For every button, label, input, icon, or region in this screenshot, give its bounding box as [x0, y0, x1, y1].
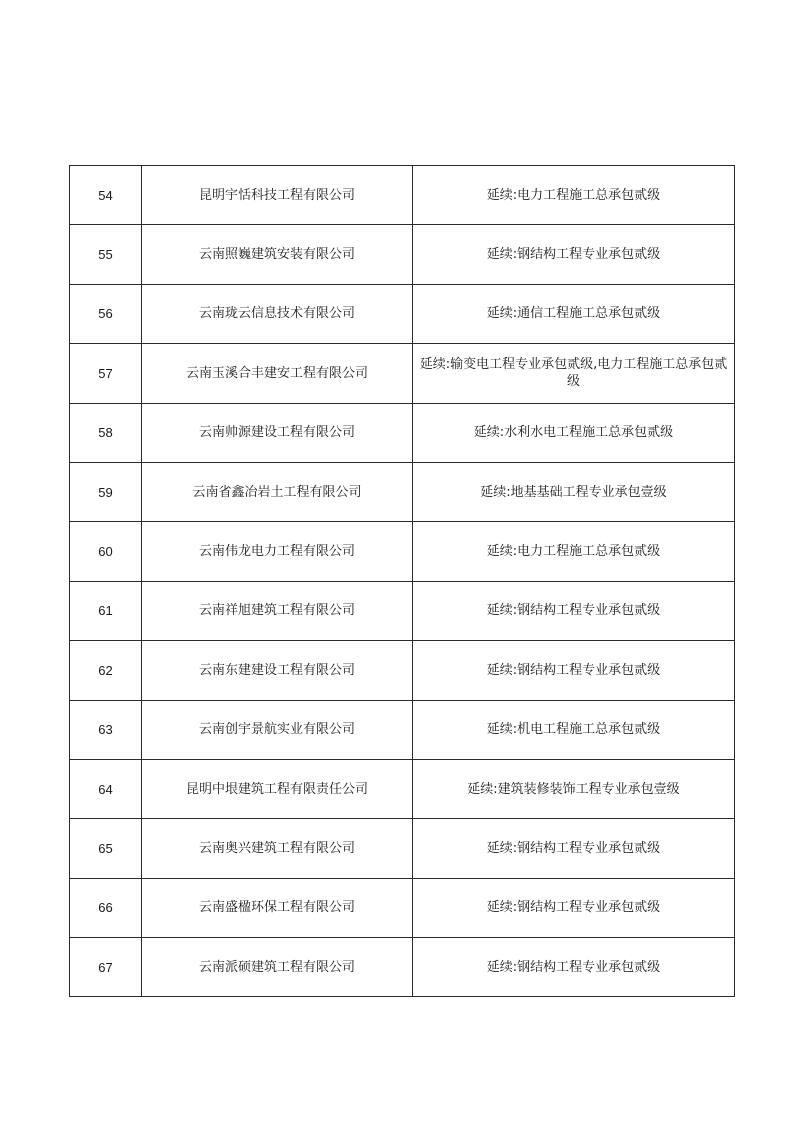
- table-row: [70, 700, 735, 759]
- company-name: 昆明宇恬科技工程有限公司: [142, 166, 413, 225]
- table-row: [70, 938, 735, 997]
- qualification-item: 延续:水利水电工程施工总承包贰级: [413, 403, 735, 462]
- table-row: [70, 641, 735, 700]
- row-number: 61: [70, 581, 142, 640]
- table-row: [70, 284, 735, 343]
- company-name: 昆明中垠建筑工程有限责任公司: [142, 759, 413, 818]
- row-number: 57: [70, 344, 142, 403]
- row-number: 63: [70, 700, 142, 759]
- company-name: 云南珑云信息技术有限公司: [142, 284, 413, 343]
- row-number: 65: [70, 819, 142, 878]
- row-number: 56: [70, 284, 142, 343]
- qualification-item: 延续:建筑装修装饰工程专业承包壹级: [413, 759, 735, 818]
- table-row: [70, 344, 735, 403]
- qualification-item: 延续:钢结构工程专业承包贰级: [413, 225, 735, 284]
- qualification-item: 延续:钢结构工程专业承包贰级: [413, 819, 735, 878]
- row-number: 54: [70, 166, 142, 225]
- table-row: [70, 759, 735, 818]
- table-body: [70, 166, 735, 997]
- row-number: 66: [70, 878, 142, 937]
- qualification-item: 延续:地基基础工程专业承包壹级: [413, 462, 735, 521]
- company-name: 云南玉溪合丰建安工程有限公司: [142, 344, 413, 403]
- company-name: 云南祥旭建筑工程有限公司: [142, 581, 413, 640]
- qualification-item: 延续:通信工程施工总承包贰级: [413, 284, 735, 343]
- qualification-item: 延续:输变电工程专业承包贰级,电力工程施工总承包贰级: [413, 344, 735, 403]
- company-name: 云南伟龙电力工程有限公司: [142, 522, 413, 581]
- company-name: 云南盛楹环保工程有限公司: [142, 878, 413, 937]
- qualification-table: [69, 165, 735, 997]
- company-name: 云南帅源建设工程有限公司: [142, 403, 413, 462]
- row-number: 64: [70, 759, 142, 818]
- qualification-item: 延续:钢结构工程专业承包贰级: [413, 878, 735, 937]
- company-name: 云南照巍建筑安装有限公司: [142, 225, 413, 284]
- qualification-item: 延续:钢结构工程专业承包贰级: [413, 581, 735, 640]
- row-number: 58: [70, 403, 142, 462]
- company-name: 云南东建建设工程有限公司: [142, 641, 413, 700]
- table-row: [70, 819, 735, 878]
- row-number: 62: [70, 641, 142, 700]
- table-row: [70, 462, 735, 521]
- row-number: 60: [70, 522, 142, 581]
- qualification-item: 延续:钢结构工程专业承包贰级: [413, 641, 735, 700]
- company-name: 云南省鑫冶岩土工程有限公司: [142, 462, 413, 521]
- row-number: 55: [70, 225, 142, 284]
- qualification-item: 延续:电力工程施工总承包贰级: [413, 522, 735, 581]
- row-number: 67: [70, 938, 142, 997]
- table-row: [70, 403, 735, 462]
- table-row: [70, 166, 735, 225]
- company-name: 云南创宇景航实业有限公司: [142, 700, 413, 759]
- qualification-item: 延续:钢结构工程专业承包贰级: [413, 938, 735, 997]
- table-row: [70, 581, 735, 640]
- table-row: [70, 878, 735, 937]
- company-name: 云南奥兴建筑工程有限公司: [142, 819, 413, 878]
- table-row: [70, 522, 735, 581]
- qualification-item: 延续:电力工程施工总承包贰级: [413, 166, 735, 225]
- table-row: [70, 225, 735, 284]
- qualification-item: 延续:机电工程施工总承包贰级: [413, 700, 735, 759]
- company-name: 云南派硕建筑工程有限公司: [142, 938, 413, 997]
- row-number: 59: [70, 462, 142, 521]
